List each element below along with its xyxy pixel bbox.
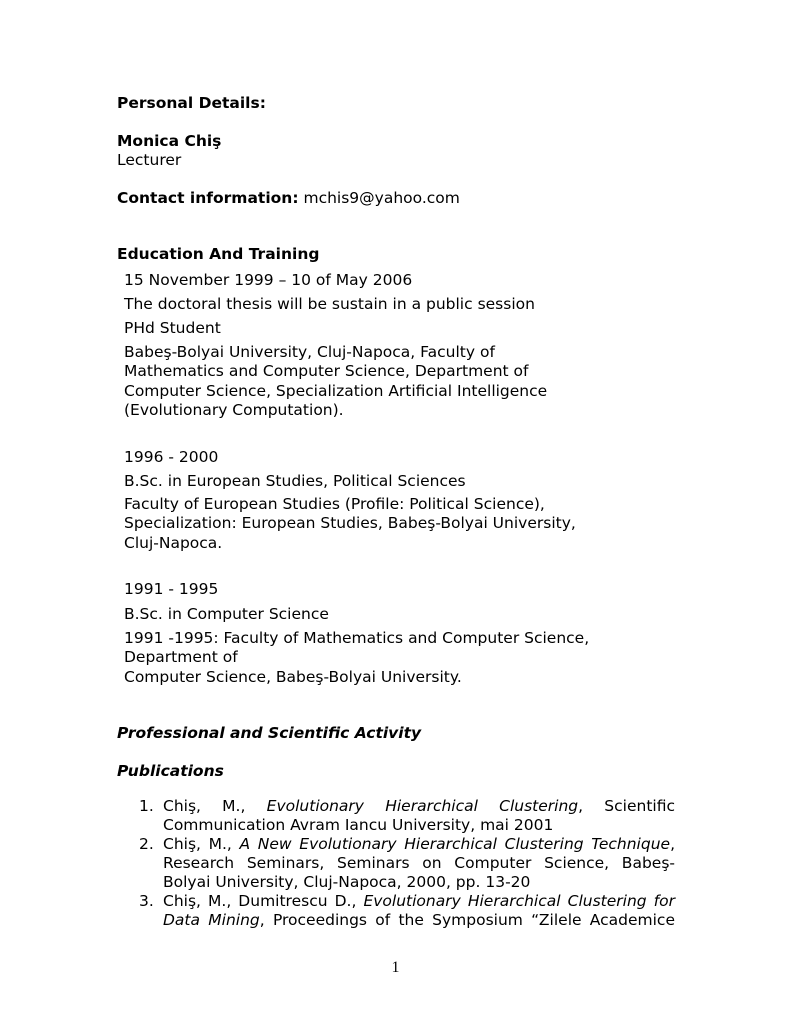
education-description-line: (Evolutionary Computation). bbox=[124, 400, 344, 419]
contact-line bbox=[117, 189, 460, 208]
publication-details: , Research Seminars, Seminars on Computer Science, Babeş-Bolyai University, Cluj-Napoca, 2000, pp. 13-20 bbox=[163, 835, 676, 891]
publication-item bbox=[117, 797, 675, 835]
publication-author: Chiş, M., Dumitrescu D., bbox=[163, 892, 364, 910]
education-description-line: Cluj-Napoca. bbox=[124, 533, 223, 552]
publication-item bbox=[117, 835, 675, 892]
personal-details-heading: Personal Details: bbox=[117, 94, 266, 112]
publication-title: Evolutionary Hierarchical Clustering for Data Mining bbox=[163, 892, 675, 929]
publication-author: Chiş, M., bbox=[163, 797, 267, 815]
person-name: Monica Chiş bbox=[117, 132, 222, 150]
education-description-line: Mathematics and Computer Science, Department of bbox=[124, 362, 529, 381]
education-description bbox=[124, 495, 576, 553]
education-description-line: Faculty of European Studies (Profile: Political Science), bbox=[124, 495, 545, 513]
education-period: 15 November 1999 – 10 of May 2006 bbox=[124, 271, 413, 289]
publications-list bbox=[117, 797, 675, 930]
education-description bbox=[124, 343, 547, 420]
education-description-line: 1991 -1995: Faculty of Mathematics and Computer Science, bbox=[124, 629, 590, 647]
publication-number: 3. bbox=[139, 892, 154, 910]
publication-details: , Scientific Communication Avram Iancu University, mai 2001 bbox=[163, 797, 675, 834]
publication-details: , Proceedings of the Symposium “Zilele Academice bbox=[259, 911, 675, 929]
publication-number: 2. bbox=[139, 835, 154, 853]
education-description-line: Computer Science, Babeş-Bolyai University. bbox=[124, 667, 462, 686]
person-title: Lecturer bbox=[117, 151, 182, 169]
education-period: 1996 - 2000 bbox=[124, 448, 219, 466]
publication-item bbox=[117, 892, 675, 930]
activity-heading: Professional and Scientific Activity bbox=[117, 724, 422, 742]
publication-title: Evolutionary Hierarchical Clustering bbox=[266, 797, 579, 815]
publications-heading: Publications bbox=[117, 762, 224, 780]
contact-email: mchis9@yahoo.com bbox=[303, 189, 460, 207]
education-description bbox=[124, 629, 589, 687]
education-degree: B.Sc. in European Studies, Political Sciences bbox=[124, 472, 466, 490]
education-description-line: Specialization: European Studies, Babeş-Bolyai University, bbox=[124, 514, 576, 533]
education-description-line: Babeş-Bolyai University, Cluj-Napoca, Faculty of bbox=[124, 343, 495, 361]
contact-label: Contact information: bbox=[117, 189, 299, 207]
education-description-line: Department of bbox=[124, 648, 238, 667]
education-note: The doctoral thesis will be sustain in a public session bbox=[124, 295, 535, 313]
education-degree: PHd Student bbox=[124, 319, 221, 337]
education-heading: Education And Training bbox=[117, 245, 320, 263]
publication-author: Chiş, M., bbox=[163, 835, 240, 853]
publication-number: 1. bbox=[139, 797, 154, 815]
education-degree: B.Sc. in Computer Science bbox=[124, 605, 329, 623]
page-number: 1 bbox=[391, 959, 400, 976]
education-period: 1991 - 1995 bbox=[124, 580, 219, 598]
publication-title: A New Evolutionary Hierarchical Clustering Technique bbox=[239, 835, 671, 853]
education-description-line: Computer Science, Specialization Artificial Intelligence bbox=[124, 381, 548, 400]
